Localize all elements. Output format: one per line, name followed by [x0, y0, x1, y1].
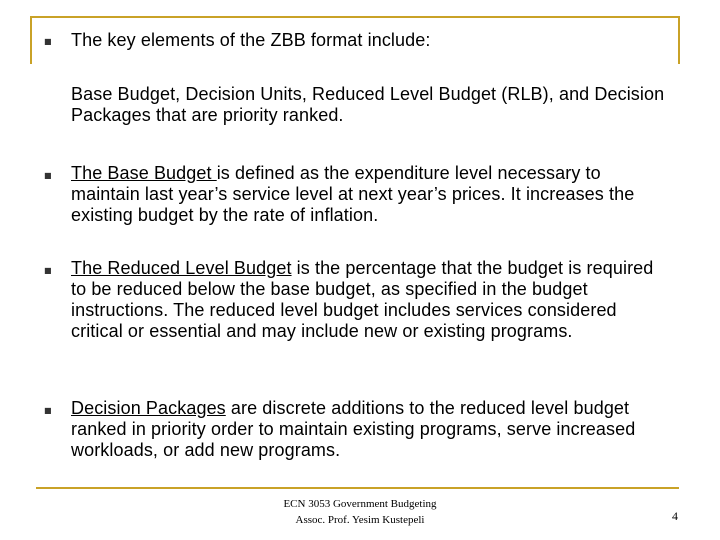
footer-course: ECN 3053 Government Budgeting	[283, 498, 437, 510]
square-bullet-icon: ■	[44, 406, 52, 415]
slide-heading: The key elements of the ZBB format include:	[71, 30, 431, 50]
footer-divider	[36, 487, 679, 489]
footer	[200, 496, 520, 528]
square-bullet-icon: ■	[44, 171, 52, 180]
frame-top-line	[30, 16, 680, 18]
frame-left-line	[30, 16, 32, 64]
square-bullet-icon: ■	[44, 37, 52, 46]
base-budget-paragraph	[71, 163, 671, 226]
reduced-level-budget-definition: is the percentage that the budget is required to be reduced below the base budget, as specified in the budget instructions. The reduced level budget includes services considered critical or essential and may include new or existing programs.	[71, 258, 654, 341]
elements-list-text: Base Budget, Decision Units, Reduced Level Budget (RLB), and Decision Packages that are priority ranked.	[71, 84, 665, 125]
base-budget-definition: is defined as the expenditure level necessary to maintain last year’s service level at next year’s prices. It increases the existing budget by the rate of inflation.	[71, 163, 635, 225]
decision-packages-paragraph	[71, 398, 671, 461]
decision-packages-definition: are discrete additions to the reduced level budget ranked in priority order to maintain existing programs, serve increased workloads, or add new programs.	[71, 398, 636, 460]
reduced-level-budget-paragraph	[71, 258, 671, 342]
page-number: 4	[672, 509, 678, 523]
decision-packages-term: Decision Packages	[71, 398, 226, 418]
frame-right-line	[678, 16, 680, 64]
footer-author: Assoc. Prof. Yesim Kustepeli	[295, 514, 425, 526]
square-bullet-icon: ■	[44, 266, 52, 275]
base-budget-term: The Base Budget	[71, 163, 217, 183]
reduced-level-budget-term: The Reduced Level Budget	[71, 258, 292, 278]
